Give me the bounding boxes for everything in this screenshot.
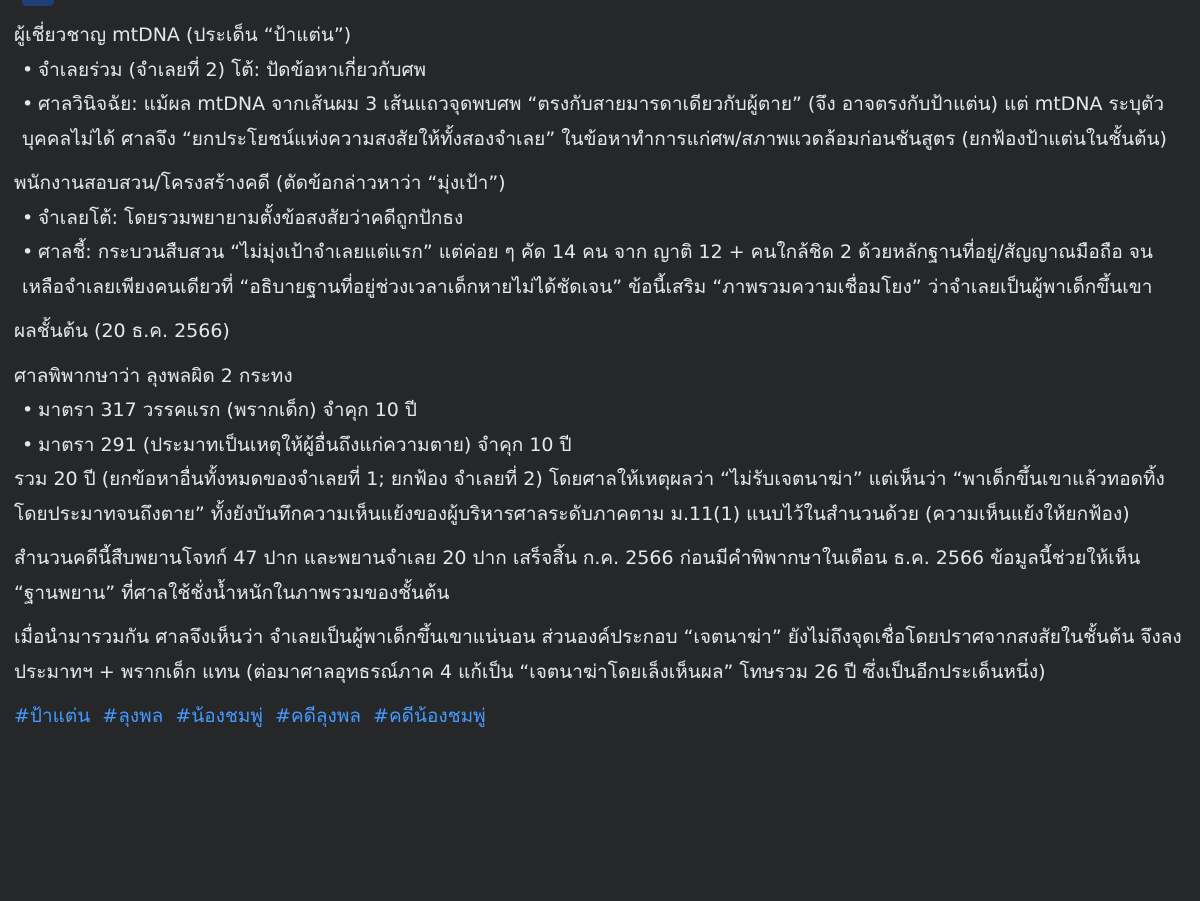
hashtag-list — [14, 699, 1186, 734]
list-item — [14, 87, 1186, 156]
list-item — [14, 428, 1186, 463]
list-item-text: ศาลวินิจฉัย: แม้ผล mtDNA จากเส้นผม 3 เส้นแถวจุดพบศพ “ตรงกับสายมารดาเดียวกับผู้ตาย” (จึง อาจตรงกับป้าแต่น) แต่ mtDNA ระบุตัวบุคคลไม่ได้ ศาลจึง “ยกประโยชน์แห่งความสงสัยให้ทั้งสองจำเลย” ในข้อหาทำการแก่ศพ/สภาพแวดล้อมก่อนชันสูตร (ยกฟ้องป้าแต่นในชั้นต้น) — [22, 93, 1167, 150]
bullet-icon: • — [22, 93, 34, 115]
list-item-text: ศาลชี้: กระบวนสืบสวน “ไม่มุ่งเป้าจำเลยแต่แรก” แต่ค่อย ๆ คัด 14 คน จาก ญาติ 12 + คนใกล้ชิด 2 ด้วยหลักฐานที่อยู่/สัญญาณมือถือ จนเหลือจำเลยเพียงคนเดียวที่ “อธิบายฐานที่อยู่ช่วงเวลาเด็กหายไม่ได้ชัดเจน” ข้อนี้เสริม “ภาพรวมความเชื่อมโยง” ว่าจำเลยเป็นผู้พาเด็กขึ้นเขา — [22, 241, 1153, 298]
avatar[interactable] — [22, 0, 54, 6]
list-item — [14, 393, 1186, 428]
evidence-paragraph: สำนวนคดีนี้สืบพยานโจทก์ 47 ปาก และพยานจำเลย 20 ปาก เสร็จสิ้น ก.ค. 2566 ก่อนมีคำพิพากษาในเดือน ธ.ค. 2566 ข้อมูลนี้ช่วยให้เห็น “ฐานพยาน” ที่ศาลใช้ชั่งน้ำหนักในภาพรวมของชั้นต้น — [14, 547, 1141, 604]
post-body — [14, 18, 1186, 734]
post-header-edge — [0, 0, 1200, 10]
verdict-summary: รวม 20 ปี (ยกข้อหาอื่นทั้งหมดของจำเลยที่ 1; ยกฟ้อง จำเลยที่ 2) โดยศาลให้เหตุผลว่า “ไม่รับเจตนาฆ่า” แต่เห็นว่า “พาเด็กขึ้นเขาแล้วทอดทิ้งโดยประมาทจนถึงตาย” ทั้งยังบันทึกความเห็นแย้งของผู้บริหารศาลระดับภาคตาม ม.11(1) แนบไว้ในสำนวนด้วย (ความเห็นแย้งให้ยกฟ้อง) — [14, 468, 1165, 525]
section-heading-investigation: พนักงานสอบสวน/โครงสร้างคดี (ตัดข้อกล่าวหาว่า “มุ่งเป้า”) — [14, 172, 506, 194]
hashtag-link[interactable]: #คดีลุงพล — [274, 705, 361, 727]
hashtag-link[interactable]: #ลุงพล — [102, 705, 164, 727]
hashtag-link[interactable]: #ป้าแต่น — [14, 705, 91, 727]
hashtag-link[interactable]: #น้องชมพู่ — [175, 705, 263, 727]
list-item-text: จำเลยโต้: โดยรวมพยายามตั้งข้อสงสัยว่าคดีถูกปักธง — [38, 206, 464, 229]
conclusion-paragraph: เมื่อนำมารวมกัน ศาลจึงเห็นว่า จำเลยเป็นผู้พาเด็กขึ้นเขาแน่นอน ส่วนองค์ประกอบ “เจตนาฆ่า” ยังไม่ถึงจุดเชื่อโดยปราศจากสงสัยในชั้นต้น จึงลง ประมาทฯ + พรากเด็ก แทน (ต่อมาศาลอุทธรณ์ภาค 4 แก้เป็น “เจตนาฆ่าโดยเล็งเห็นผล” โทษรวม 26 ปี ซึ่งเป็นอีกประเด็นหนึ่ง) — [14, 626, 1182, 683]
list-item-text: จำเลยร่วม (จำเลยที่ 2) โต้: ปัดข้อหาเกี่ยวกับศพ — [38, 58, 427, 81]
bullet-icon: • — [22, 433, 34, 456]
bullet-icon: • — [22, 241, 34, 263]
list-item-text: มาตรา 291 (ประมาทเป็นเหตุให้ผู้อื่นถึงแก่ความตาย) จำคุก 10 ปี — [38, 433, 572, 456]
list-item — [14, 201, 1186, 236]
hashtag-link[interactable]: #คดีน้องชมพู่ — [373, 705, 486, 727]
section-heading-mtdna: ผู้เชี่ยวชาญ mtDNA (ประเด็น “ป้าแต่น”) — [14, 24, 352, 46]
bullet-icon: • — [22, 399, 34, 421]
list-item — [14, 53, 1186, 88]
list-item-text: มาตรา 317 วรรคแรก (พรากเด็ก) จำคุก 10 ปี — [38, 399, 417, 421]
list-item — [14, 235, 1186, 304]
result-heading: ผลชั้นต้น (20 ธ.ค. 2566) — [14, 320, 230, 342]
bullet-icon: • — [22, 58, 34, 81]
bullet-icon: • — [22, 206, 34, 229]
verdict-heading: ศาลพิพากษาว่า ลุงพลผิด 2 กระทง — [14, 364, 293, 387]
